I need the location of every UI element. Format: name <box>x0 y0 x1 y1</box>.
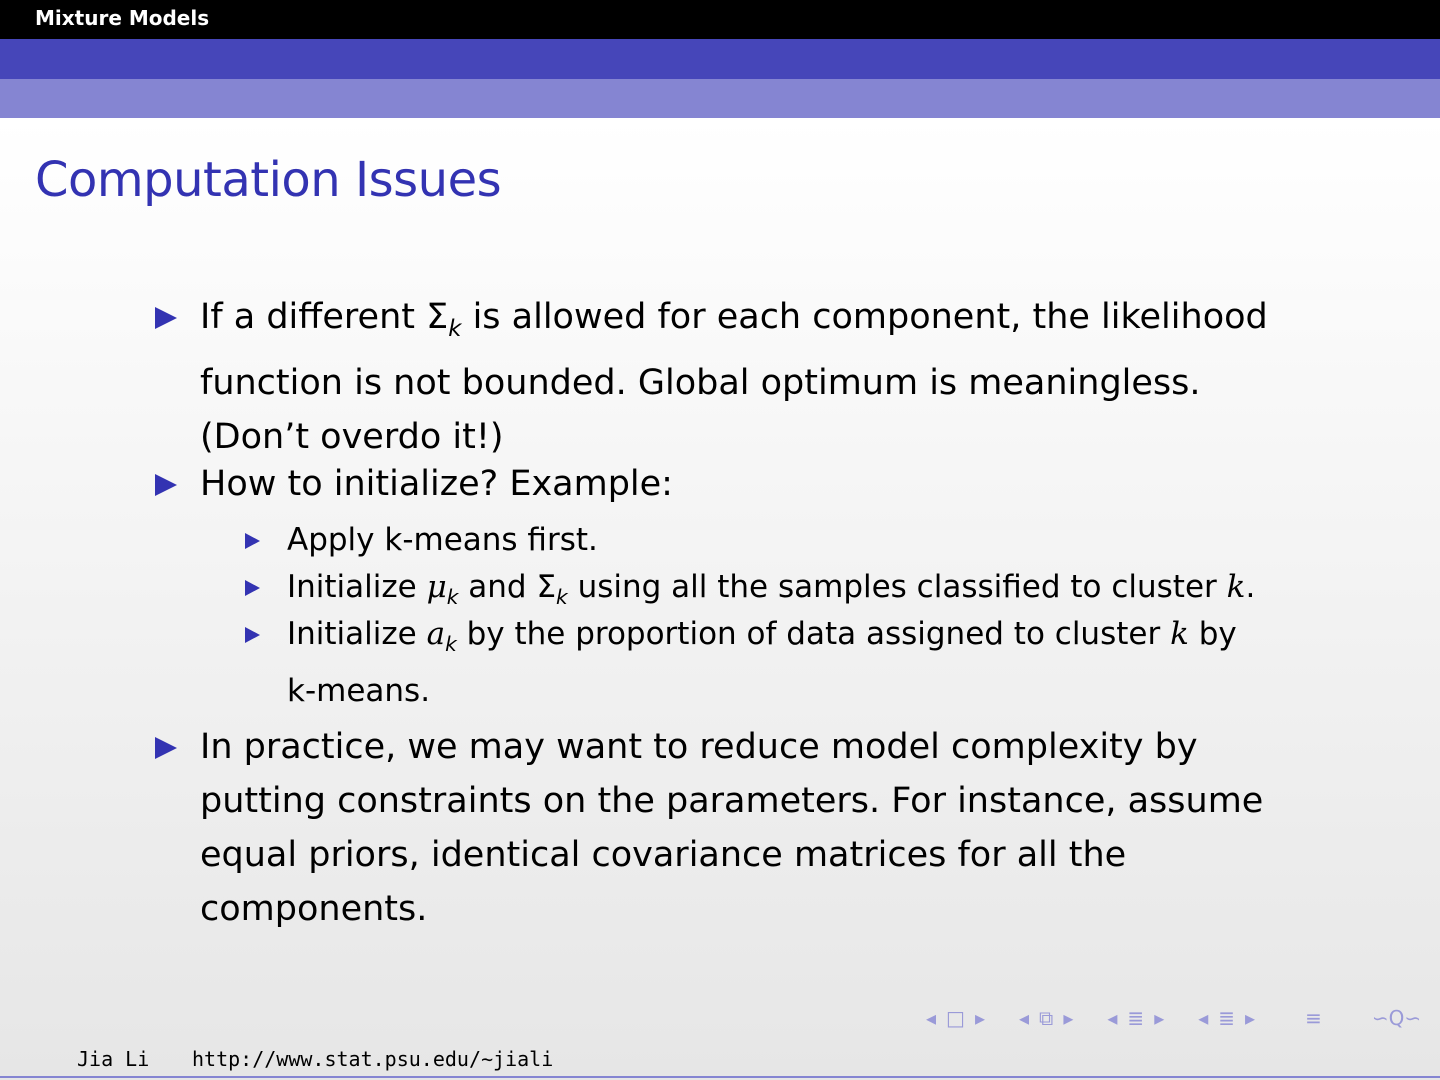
next-part-arrow-icon[interactable]: ▸ <box>1245 1006 1256 1030</box>
bullet-3-line-4: components. <box>200 889 428 929</box>
prev-subsection-arrow-icon[interactable]: ◂ <box>1019 1006 1030 1030</box>
beamer-navigation-bar <box>926 1004 1421 1032</box>
prev-frame-arrow-icon[interactable]: ◂ <box>926 1006 937 1030</box>
bullet-3-line-3: equal priors, identical covariance matrices for all the <box>200 835 1127 875</box>
bullet-triangle-icon <box>155 737 177 759</box>
next-section-arrow-icon[interactable]: ▸ <box>1154 1006 1165 1030</box>
footer-url[interactable]: http://www.stat.psu.edu/∼jiali <box>192 1047 554 1071</box>
bullet-2-text: How to initialize? Example: <box>200 464 673 504</box>
bullet-1 <box>200 290 1400 464</box>
sub-bullet-1: Apply k-means first. <box>287 522 598 558</box>
bullet-1-line-1: If a different $\Sigma_k$ is allowed for each component, the likelihood <box>200 297 1268 342</box>
frame-title: Computation Issues <box>35 152 502 208</box>
bullet-3 <box>200 720 1400 936</box>
search-icon[interactable]: ∽Q∽ <box>1371 1006 1422 1030</box>
prev-part-arrow-icon[interactable]: ◂ <box>1198 1006 1209 1030</box>
sub-bullet-triangle-icon <box>245 533 260 549</box>
footer-divider <box>0 1076 1440 1078</box>
next-subsection-arrow-icon[interactable]: ▸ <box>1063 1006 1074 1030</box>
sub-bullet-2: Initialize $\mu_k$ and $\Sigma_k$ using all the samples classified to cluster k. <box>287 569 1256 610</box>
section-title[interactable]: Mixture Models <box>35 6 210 30</box>
footer-author: Jia Li <box>77 1047 150 1071</box>
sub-bullet-3: Initialize $a_k$ by the proportion of data assigned to cluster k by k-means. <box>287 616 1237 710</box>
align-icon[interactable]: ≡ <box>1305 1006 1322 1030</box>
sub-bullet-triangle-icon <box>245 627 260 643</box>
bullet-3-line-1: In practice, we may want to reduce model complexity by <box>200 727 1198 767</box>
bullet-3-line-2: putting constraints on the parameters. For instance, assume <box>200 781 1264 821</box>
subsection-icon[interactable]: ⧉ <box>1039 1006 1054 1030</box>
frame-icon[interactable]: □ <box>946 1006 965 1030</box>
prev-section-arrow-icon[interactable]: ◂ <box>1107 1006 1118 1030</box>
bullet-triangle-icon <box>155 474 177 496</box>
part-icon[interactable]: ≣ <box>1218 1006 1236 1030</box>
bullet-1-line-2: function is not bounded. Global optimum is meaningless. <box>200 363 1201 403</box>
section-icon[interactable]: ≣ <box>1127 1006 1145 1030</box>
bullet-triangle-icon <box>155 307 177 329</box>
bullet-2 <box>200 457 673 511</box>
bullet-1-line-3: (Don’t overdo it!) <box>200 417 504 457</box>
next-frame-arrow-icon[interactable]: ▸ <box>974 1006 985 1030</box>
sub-bullet-triangle-icon <box>245 580 260 596</box>
